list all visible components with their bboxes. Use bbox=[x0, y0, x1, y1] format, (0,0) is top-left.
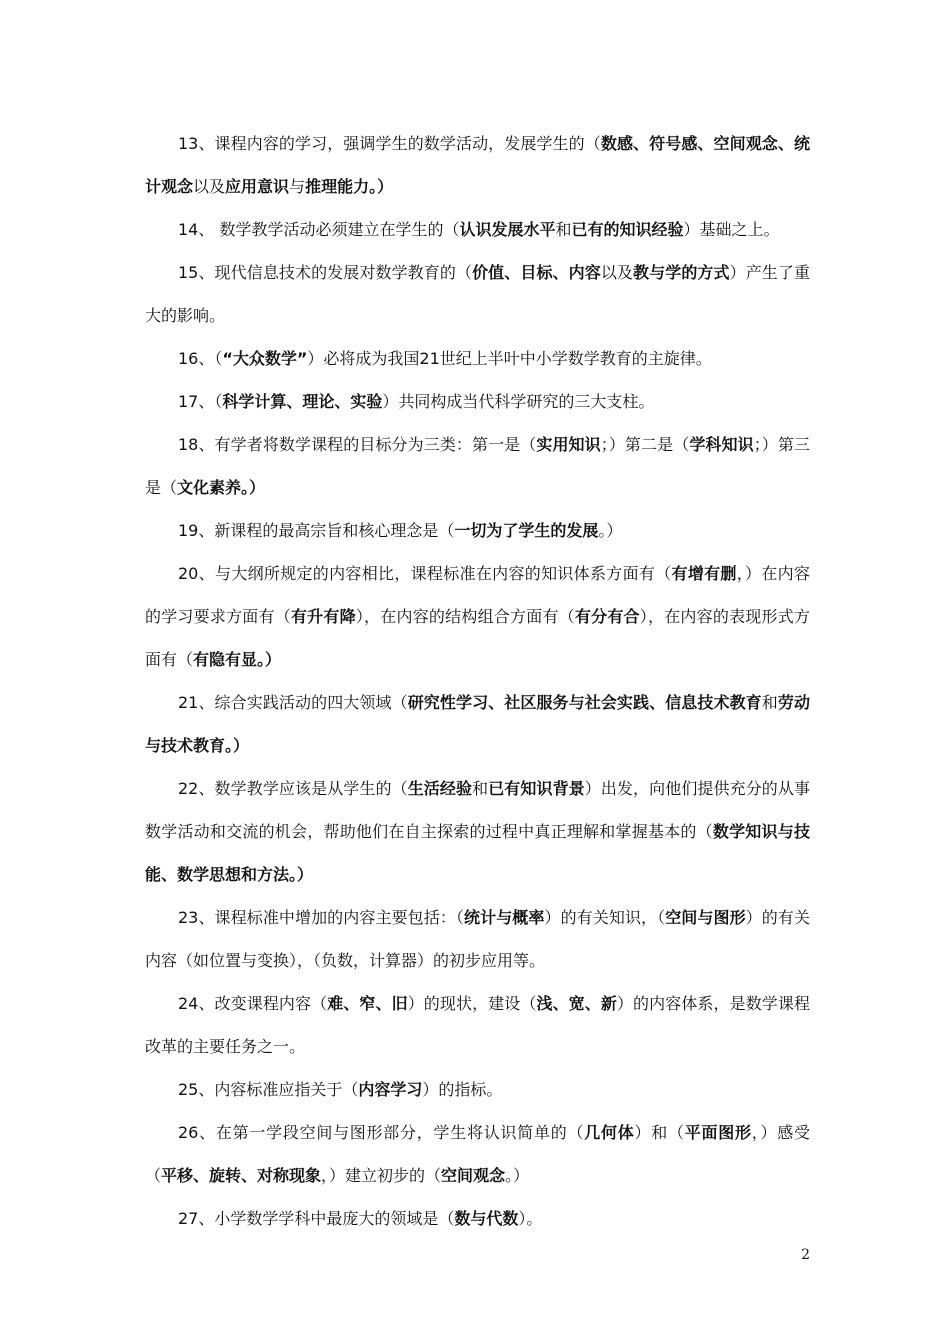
answer-text: 科学计算、理论、实验 bbox=[222, 392, 383, 411]
question-text: ；）第二是（ bbox=[600, 435, 690, 454]
question-text: 16、（ bbox=[178, 349, 223, 368]
paragraph-item bbox=[145, 896, 810, 982]
answer-text: 空间观念 bbox=[441, 1166, 506, 1185]
question-text: 27、小学数学学科中最庞大的领域是（ bbox=[178, 1209, 455, 1228]
answer-text: 实用知识 bbox=[536, 435, 601, 454]
question-text: 18、有学者将数学课程的目标分为三类：第一是（ bbox=[178, 435, 537, 454]
page-number: 2 bbox=[801, 1247, 810, 1263]
question-text: 20、与大纲所规定的内容相比，课程标准在内容的知识体系方面有（ bbox=[178, 564, 672, 583]
question-text: 。） bbox=[598, 521, 623, 540]
answer-text: 劳动与技术教育。） bbox=[145, 693, 810, 755]
question-text: 13、课程内容的学习，强调学生的数学活动，发展学生的（ bbox=[178, 134, 601, 153]
question-text: 22、数学教学应该是从学生的（ bbox=[178, 779, 408, 798]
paragraph-item bbox=[145, 1111, 810, 1197]
paragraph-item bbox=[145, 380, 810, 423]
answer-text: 已有的知识经验 bbox=[571, 220, 684, 239]
answer-text: 学科知识 bbox=[689, 435, 754, 454]
question-text: 。） bbox=[505, 1166, 530, 1185]
question-text: 15、现代信息技术的发展对数学教育的（ bbox=[178, 263, 473, 282]
question-text: 23、课程标准中增加的内容主要包括：（ bbox=[178, 908, 465, 927]
answer-text: 有升有降 bbox=[290, 607, 356, 626]
question-text: ）出发，向他们提供充分的从事数学活动和交流的机会，帮助他们在自主探索的过程中真正理解和掌握基本的（ bbox=[145, 779, 810, 841]
paragraph-item bbox=[145, 982, 810, 1068]
paragraph-item bbox=[145, 208, 810, 251]
question-text: 和 bbox=[555, 220, 572, 239]
question-text: ；）第三是（ bbox=[145, 435, 810, 497]
answer-text: 几何体 bbox=[584, 1123, 635, 1142]
question-text: ）的有关知识，（ bbox=[544, 908, 666, 927]
paragraph-item bbox=[145, 337, 810, 380]
question-text: ，）在内容的学习要求方面有（ bbox=[145, 564, 810, 626]
question-text: 21、综合实践活动的四大领域（ bbox=[178, 693, 408, 712]
question-text: ），在内容的表现形式方面有（ bbox=[145, 607, 810, 669]
paragraph-item bbox=[145, 423, 810, 509]
answer-text: 空间与图形 bbox=[665, 908, 746, 927]
answer-text: 研究性学习、社区服务与社会实践、信息技术教育 bbox=[407, 693, 762, 712]
paragraph-item bbox=[145, 767, 810, 896]
answer-text: 有分有合 bbox=[574, 607, 640, 626]
answer-text: 数学知识与技能、数学思想和方法。） bbox=[145, 822, 810, 884]
question-text: ，）感受（ bbox=[145, 1123, 810, 1185]
paragraph-item bbox=[145, 122, 810, 208]
question-text: ）必将成为我国21世纪上半叶中小学数学教育的主旋律。 bbox=[307, 349, 712, 368]
answer-text: 认识发展水平 bbox=[459, 220, 556, 239]
answer-text: 价值、目标、内容 bbox=[472, 263, 601, 282]
answer-text: 一切为了学生的发展 bbox=[454, 521, 599, 540]
question-text: 以及 bbox=[600, 263, 634, 282]
paragraph-item bbox=[145, 251, 810, 337]
question-text: ）的指标。 bbox=[422, 1080, 503, 1099]
answer-text: 教与学的方式 bbox=[633, 263, 730, 282]
question-text: ）产生了重大的影响。 bbox=[145, 263, 810, 325]
answer-text: 数与代数 bbox=[454, 1209, 519, 1228]
answer-text: 平移、旋转、对称现象 bbox=[161, 1166, 322, 1185]
question-text: 以及 bbox=[193, 177, 226, 196]
answer-text: “大众数学” bbox=[222, 349, 308, 368]
answer-text: 内容学习 bbox=[358, 1080, 423, 1099]
question-text: ）的现状，建设（ bbox=[407, 994, 537, 1013]
question-text: 14、 数学教学活动必须建立在学生的（ bbox=[178, 220, 460, 239]
answer-text: 统计与概率 bbox=[464, 908, 545, 927]
question-text: 19、新课程的最高宗旨和核心理念是（ bbox=[178, 521, 455, 540]
question-text: ，）建立初步的（ bbox=[321, 1166, 442, 1185]
question-text: ）的内容体系，是数学课程改革的主要任务之一。 bbox=[145, 994, 810, 1056]
question-text: ），在内容的结构组合方面有（ bbox=[355, 607, 575, 626]
question-text: 25、内容标准应指关于（ bbox=[178, 1080, 359, 1099]
question-text: 与 bbox=[289, 177, 306, 196]
answer-text: 推理能力。） bbox=[305, 177, 394, 196]
paragraph-item bbox=[145, 552, 810, 681]
question-text: ）。 bbox=[518, 1209, 543, 1228]
answer-text: 生活经验 bbox=[407, 779, 473, 798]
answer-text: 文化素养。） bbox=[177, 478, 266, 497]
question-text: 17、（ bbox=[178, 392, 223, 411]
answer-text: 应用意识 bbox=[225, 177, 290, 196]
question-text: 和 bbox=[761, 693, 778, 712]
answer-text: 难、窄、旧 bbox=[327, 994, 408, 1013]
paragraph-item bbox=[145, 681, 810, 767]
answer-text: 有隐有显。） bbox=[193, 650, 282, 669]
answer-text: 浅、宽、新 bbox=[536, 994, 617, 1013]
answer-text: 有增有删 bbox=[671, 564, 737, 583]
answer-text: 平面图形 bbox=[684, 1123, 752, 1142]
question-text: 24、改变课程内容（ bbox=[178, 994, 328, 1013]
question-text: ）的有关内容（如位置与变换），（负数，计算器）的初步应用等。 bbox=[145, 908, 810, 970]
question-text: 和 bbox=[472, 779, 489, 798]
document-body bbox=[145, 122, 810, 1240]
question-text: 26、在第一学段空间与图形部分，学生将认识简单的（ bbox=[178, 1123, 585, 1142]
answer-text: 已有知识背景 bbox=[488, 779, 585, 798]
question-text: ）和（ bbox=[634, 1123, 685, 1142]
paragraph-item bbox=[145, 1197, 810, 1240]
question-text: ）基础之上。 bbox=[683, 220, 780, 239]
paragraph-item bbox=[145, 509, 810, 552]
question-text: ）共同构成当代科学研究的三大支柱。 bbox=[382, 392, 655, 411]
answer-text: 数感、符号感、空间观念、统计观念 bbox=[145, 134, 810, 196]
paragraph-item bbox=[145, 1068, 810, 1111]
